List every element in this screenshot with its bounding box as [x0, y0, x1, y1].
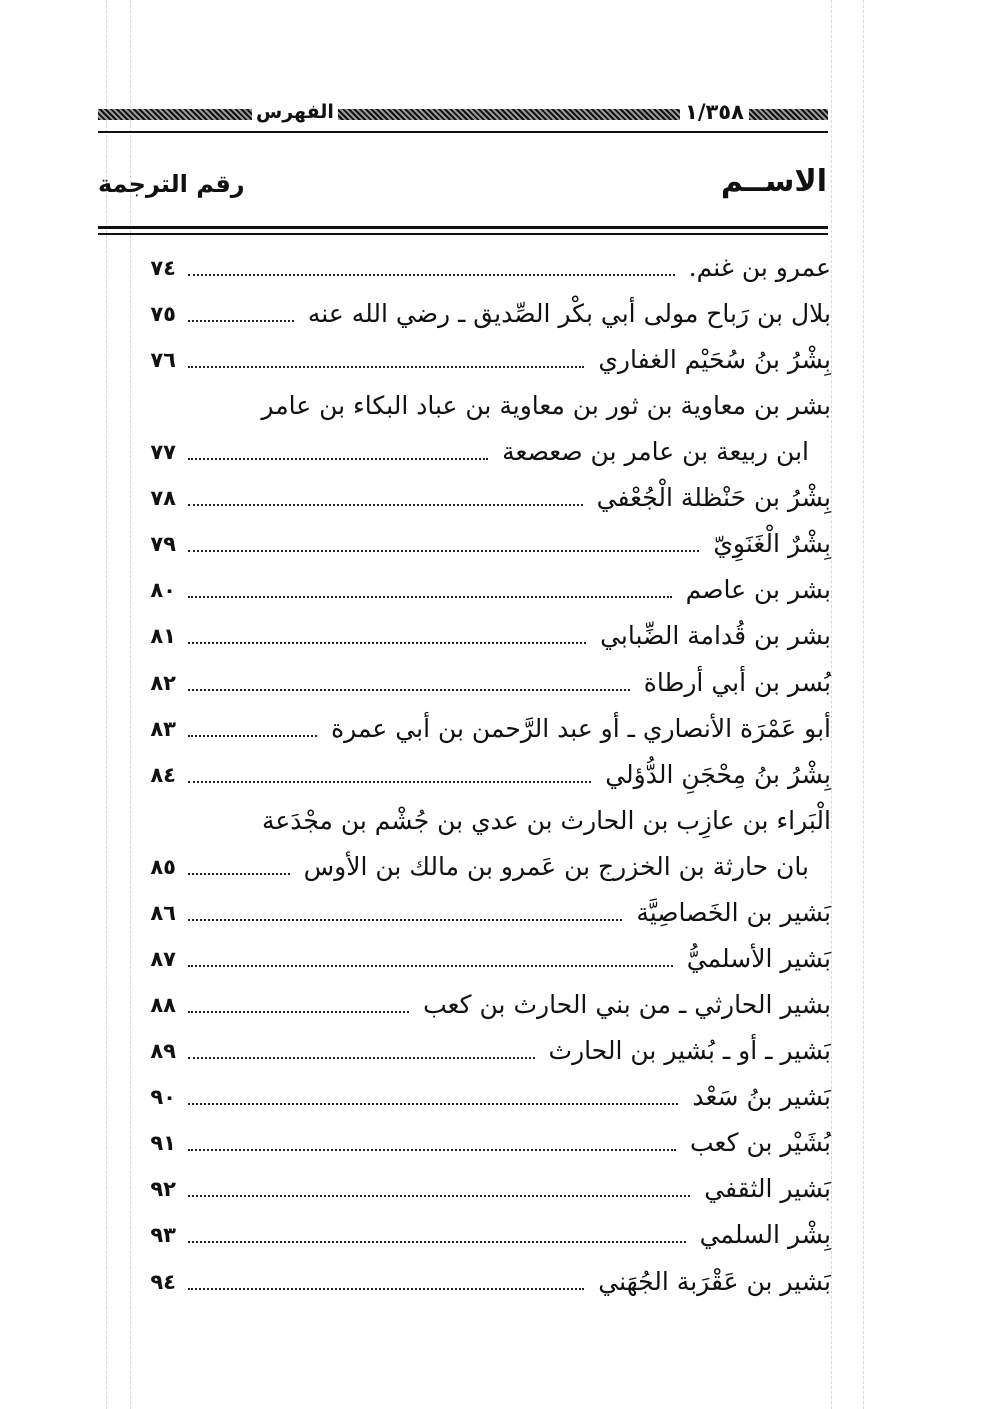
- list-item: [0, 937, 981, 981]
- leader-dots: [188, 1103, 678, 1105]
- leader-dots: [188, 689, 630, 691]
- list-item: [0, 614, 981, 658]
- entry-number: ٨١: [150, 624, 176, 648]
- column-heading-name: الاســم: [720, 164, 827, 199]
- list-item: [0, 1260, 981, 1304]
- entry-number: ٩٢: [150, 1177, 176, 1201]
- running-header-title: الفهرس: [252, 101, 338, 123]
- entry-name: بِشْرٌ الْغَنَوِيّ: [713, 529, 831, 558]
- list-item: [0, 799, 981, 843]
- list-item: [0, 1167, 981, 1211]
- leader-dots: [188, 1241, 686, 1243]
- list-item: [0, 384, 981, 428]
- entry-number: ٨٤: [150, 763, 176, 787]
- entry-name: بَشير ـ أو ـ بُشير بن الحارث: [548, 1036, 831, 1065]
- entry-number: ٧٩: [150, 532, 176, 556]
- list-item: [0, 753, 981, 797]
- leader-dots: [188, 1149, 676, 1151]
- leader-dots: [188, 596, 672, 598]
- list-item: [0, 292, 981, 336]
- list-item: [0, 891, 981, 935]
- entry-number: ٨٢: [150, 671, 176, 695]
- entry-number: ٨٦: [150, 901, 176, 925]
- list-item: [0, 983, 981, 1027]
- list-item: [0, 1075, 981, 1119]
- entry-name: ابن ربيعة بن عامر بن صعصعة: [502, 437, 809, 466]
- leader-dots: [188, 735, 317, 737]
- leader-dots: [188, 274, 675, 276]
- list-item: [0, 661, 981, 705]
- column-heading-number: رقم الترجمة: [98, 170, 245, 198]
- leader-dots: [188, 366, 584, 368]
- entry-name: عمرو بن غنم.: [688, 253, 831, 282]
- list-item: [0, 1029, 981, 1073]
- leader-dots: [188, 1057, 535, 1059]
- entry-number: ٧٨: [150, 486, 176, 510]
- leader-dots: [188, 320, 294, 322]
- entry-name: بَشير الثقفي: [704, 1174, 831, 1203]
- leader-dots: [188, 642, 586, 644]
- leader-dots: [188, 504, 583, 506]
- entry-number: ٨٥: [150, 855, 176, 879]
- entry-name: بشر بن عاصم: [685, 575, 831, 604]
- entry-number: ٧٧: [150, 440, 176, 464]
- entry-name: بشر بن معاوية بن ثور بن معاوية بن عباد البكاء بن عامر: [261, 391, 831, 420]
- leader-dots: [188, 1011, 409, 1013]
- entry-number: ٨٠: [150, 578, 176, 602]
- entry-name: أبو عَمْرَة الأنصاري ـ أو عبد الرَّحمن بن أبي عمرة: [331, 714, 831, 743]
- entry-name: بَشير بن عَقْرَبة الجُهَني: [598, 1267, 831, 1296]
- entry-number: ٩٠: [150, 1085, 176, 1109]
- list-item: [0, 1213, 981, 1257]
- leader-dots: [188, 965, 673, 967]
- list-item: [0, 246, 981, 290]
- list-item: [0, 338, 981, 382]
- entry-name: بِشْرُ بن حَنْظلة الْجُعْفي: [596, 483, 831, 512]
- leader-dots: [188, 550, 699, 552]
- entry-name: بَشير بن الخَصاصِيَّة: [636, 898, 831, 927]
- entry-number: ٨٨: [150, 993, 176, 1017]
- entry-name: الْبَراء بن عازِب بن الحارث بن عدي بن جُشْم بن مجْدَعة: [261, 806, 831, 835]
- leader-dots: [188, 1195, 690, 1197]
- list-item: [0, 476, 981, 520]
- list-item: [0, 568, 981, 612]
- entry-number: ٩١: [150, 1131, 176, 1155]
- entry-name: بشر بن قُدامة الضِّبابي: [600, 621, 831, 650]
- list-item: [0, 430, 981, 474]
- leader-dots: [188, 458, 488, 460]
- entry-name: بِشْرُ بنُ مِحْجَنِ الدُّؤلي: [605, 760, 831, 789]
- entry-number: ٩٤: [150, 1270, 176, 1294]
- leader-dots: [188, 1288, 584, 1290]
- list-item: [0, 1121, 981, 1165]
- list-item: [0, 707, 981, 751]
- list-item: [0, 522, 981, 566]
- leader-dots: [188, 781, 591, 783]
- entry-number: ٨٧: [150, 947, 176, 971]
- entry-name: بُشَيْر بن كعب: [690, 1128, 831, 1157]
- list-item: [0, 845, 981, 889]
- leader-dots: [188, 873, 290, 875]
- entry-number: ٧٥: [150, 302, 176, 326]
- entry-name: بَشير بنُ سَعْد: [692, 1082, 831, 1111]
- entry-name: بِشْرُ بنُ سُحَيْم الغفاري: [598, 345, 831, 374]
- entry-number: ٧٤: [150, 256, 176, 280]
- page-number: ١/٣٥٨: [680, 100, 749, 124]
- entry-name: بلال بن رَباح مولى أبي بكْر الصِّديق ـ رضي الله عنه: [307, 299, 831, 328]
- entry-name: بَشير الأسلميُّ: [686, 944, 831, 973]
- entry-number: ٧٦: [150, 348, 176, 372]
- entry-number: ٨٣: [150, 717, 176, 741]
- entry-number: ٩٣: [150, 1223, 176, 1247]
- entry-name: بِشْر السلمي: [699, 1220, 831, 1249]
- entry-number: ٨٩: [150, 1039, 176, 1063]
- entry-name: بشير الحارثي ـ من بني الحارث بن كعب: [423, 990, 831, 1019]
- entry-name: بان حارثة بن الخزرج بن عَمرو بن مالك بن الأوس: [303, 852, 809, 881]
- leader-dots: [188, 919, 622, 921]
- entry-name: بُسر بن أبي أرطاة: [643, 668, 831, 697]
